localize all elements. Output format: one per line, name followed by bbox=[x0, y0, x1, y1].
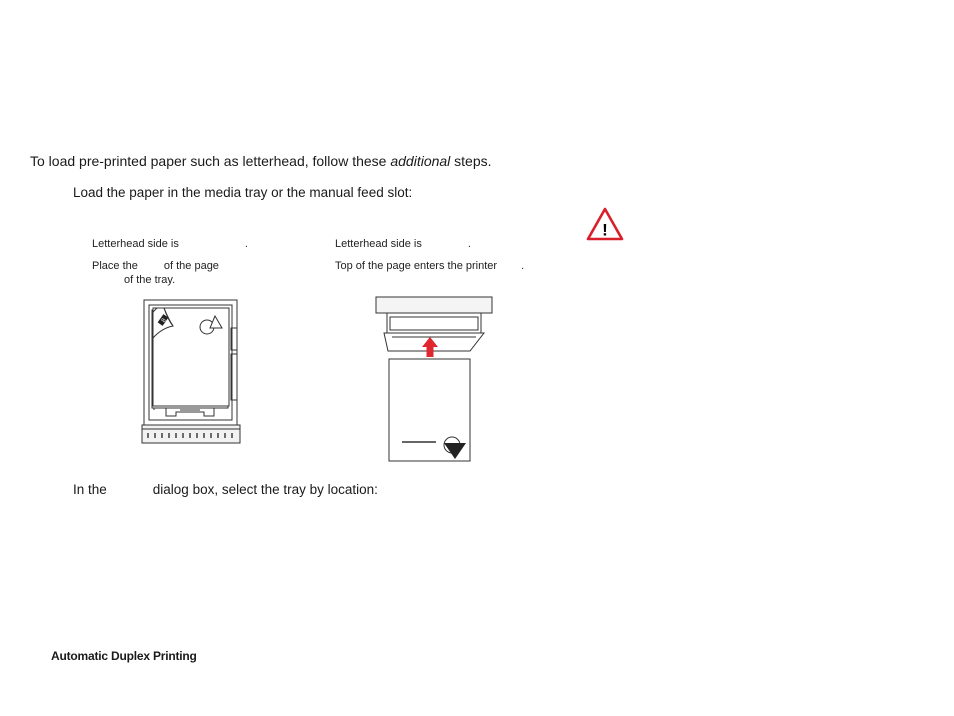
svg-text:!: ! bbox=[602, 220, 608, 240]
intro-text-after: steps. bbox=[450, 153, 492, 169]
right-caption-line-1 bbox=[335, 238, 471, 250]
intro-text-before: To load pre-printed paper such as letterhead, follow these bbox=[30, 153, 391, 169]
step-2-text bbox=[73, 482, 378, 497]
footer-section-title: Automatic Duplex Printing bbox=[51, 649, 197, 663]
left-caption-line-2 bbox=[92, 260, 219, 272]
left-caption-period: . bbox=[244, 238, 248, 250]
right-caption-period-2: . bbox=[521, 260, 525, 272]
manual-feed-illustration bbox=[374, 297, 494, 465]
intro-paragraph bbox=[30, 153, 492, 169]
right-caption-letterhead: Letterhead side is bbox=[335, 238, 422, 250]
left-caption-letterhead: Letterhead side is bbox=[92, 238, 179, 250]
left-caption-place: Place the bbox=[92, 260, 138, 272]
intro-emphasis: additional bbox=[390, 153, 451, 169]
left-caption-line-3: of the tray. bbox=[124, 274, 176, 286]
right-caption-top-of-page: Top of the page enters the printer bbox=[335, 260, 498, 272]
step-2-before: In the bbox=[73, 482, 107, 497]
svg-text:8: 8 bbox=[160, 317, 168, 324]
left-caption-line-1 bbox=[92, 238, 248, 250]
right-caption-period: . bbox=[467, 238, 471, 250]
right-caption-line-2 bbox=[335, 260, 524, 272]
step-1-text: Load the paper in the media tray or the manual feed slot: bbox=[73, 185, 413, 200]
media-tray-illustration bbox=[140, 298, 242, 446]
step-2-after: dialog box, select the tray by location: bbox=[152, 482, 378, 497]
warning-icon bbox=[586, 207, 624, 241]
left-caption-of-page: of the page bbox=[163, 260, 219, 272]
